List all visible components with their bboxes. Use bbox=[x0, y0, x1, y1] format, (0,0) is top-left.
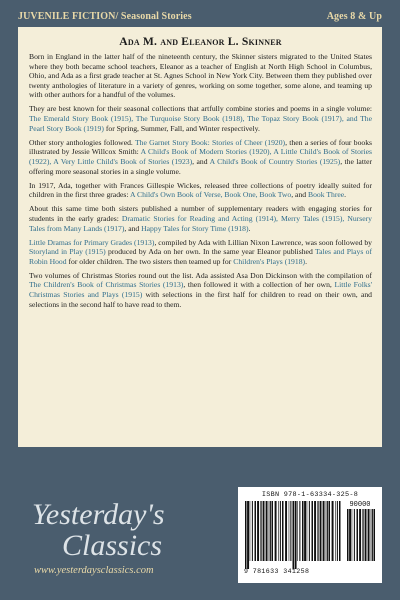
book-title: Happy Tales for Story Time bbox=[141, 223, 227, 233]
text: , compiled by Ada with Lillian Nixon Lawrence, was soon followed by bbox=[154, 237, 372, 247]
book-year: (1922), bbox=[29, 156, 54, 166]
text: They are best known for their seasonal collections that artfully combine stories and poems in a single volume: bbox=[29, 104, 372, 114]
paragraph-anthologies bbox=[29, 138, 372, 176]
paragraph-poetry bbox=[29, 181, 372, 200]
text: , and bbox=[291, 190, 308, 200]
back-cover-footer bbox=[0, 447, 400, 600]
paragraph-seasonal bbox=[29, 104, 372, 133]
book-year: (1919) bbox=[81, 123, 104, 133]
text: , then a series of four books illustrated by Jessie Willcox Smith: bbox=[29, 137, 373, 157]
age-range-label: Ages 8 & Up bbox=[326, 10, 382, 22]
book-year: (1917), and bbox=[318, 114, 361, 124]
book-year: (1918) bbox=[282, 256, 306, 266]
text: , and bbox=[192, 156, 210, 166]
publisher-logo bbox=[32, 499, 165, 561]
book-title: A Child's Book of Modern Stories bbox=[140, 147, 247, 157]
book-year: (1913) bbox=[132, 237, 155, 247]
logo-line-1: Yesterday's bbox=[32, 498, 165, 531]
book-year: (1918), bbox=[219, 114, 248, 124]
barcode-icon bbox=[244, 501, 344, 569]
book-year: (1914), bbox=[252, 213, 281, 223]
book-title: The Garnet Story Book: Stories of Cheer bbox=[134, 137, 263, 147]
book-title: Children's Plays bbox=[233, 256, 283, 266]
book-year: (1915) bbox=[118, 290, 143, 300]
book-title: Tales and Plays of Robin Hood bbox=[29, 247, 373, 266]
paragraph-christmas bbox=[29, 271, 372, 309]
logo-line-2: Classics bbox=[62, 529, 163, 562]
book-title: Storyland in Play bbox=[29, 247, 83, 257]
ean-number: 9 781633 341258 bbox=[244, 568, 310, 575]
price-addon-number: 90000 bbox=[349, 501, 371, 509]
publisher-url: www.yesterdaysclassics.com bbox=[34, 565, 154, 576]
category-label: JUVENILE FICTION/ Seasonal Stories bbox=[18, 10, 192, 22]
book-year: (1918) bbox=[226, 223, 249, 233]
text: , and bbox=[124, 223, 142, 233]
back-cover-header bbox=[18, 8, 382, 24]
text: Other story anthologies followed. bbox=[29, 137, 135, 147]
book-title: Dramatic Stories for Reading and Acting bbox=[121, 213, 253, 223]
text: , then followed it with a collection of her own, bbox=[183, 280, 335, 290]
book-title: The Children's Book of Christmas Stories bbox=[29, 280, 161, 290]
text: In 1917, Ada, together with Frances Gillespie Wickes, released three collections of poetry ideally suited for children in the first three grades: bbox=[29, 180, 372, 200]
book-title: A Child's Book of Country Stories bbox=[209, 156, 318, 166]
book-title: The Topaz Story Book bbox=[247, 114, 319, 124]
book-year: (1915), bbox=[108, 114, 136, 124]
text: . bbox=[305, 256, 307, 266]
book-year: (1923) bbox=[169, 156, 193, 166]
book-year: (1915), bbox=[318, 213, 348, 223]
text: with selections in the first half for children to read on their own, and selections in the second half to have read to them. bbox=[29, 290, 372, 309]
text: for Spring, Summer, Fall, and Winter respectively. bbox=[103, 123, 260, 133]
text: . bbox=[248, 223, 251, 233]
authors-heading: Ada M. and Eleanor L. Skinner bbox=[119, 35, 282, 48]
barcode-bars bbox=[244, 501, 376, 569]
book-title: A Very Little Child's Book of Stories bbox=[53, 156, 170, 166]
book-title: A Little Child's Book of Stories bbox=[273, 147, 372, 157]
description-panel bbox=[18, 27, 382, 447]
book-title: The Turquoise Story Book bbox=[135, 114, 220, 124]
text: , the latter offering more seasonal stories in a single volume. bbox=[29, 156, 373, 176]
text: for older children. The two sisters then teamed up for bbox=[66, 256, 234, 266]
text: About this same time both sisters published a number of supplementary readers with engaging stories for students in the early grades: bbox=[29, 204, 372, 223]
book-title: Little Dramas for Primary Grades bbox=[29, 237, 133, 247]
addon-barcode-icon bbox=[346, 509, 376, 569]
text: Two volumes of Christmas Stories round out the list. Ada assisted Asa Don Dickinson with the compilation of bbox=[29, 270, 372, 280]
paragraph-dramas bbox=[29, 238, 372, 267]
book-title: The Pearl Story Book bbox=[29, 114, 373, 133]
paragraph-readers bbox=[29, 204, 372, 233]
text: . bbox=[344, 190, 347, 200]
book-title: Nursery Tales from Many Lands bbox=[29, 213, 372, 233]
paragraph-biography: Born in England in the latter half of the nineteenth century, the Skinner sisters migrated to the United States where they both became school teachers, Eleanor as a teacher of English at North High School in Columbus, Ohio, and Ada as a first grade teacher at St. Agnes School in New York City. Between them they published over twenty anthologies of literature in a variety of genres, working on some together, some alone, and teaming up with other authors for a handful of the volumes. bbox=[29, 52, 372, 100]
book-title: Little Folks' Christmas Stories and Plays bbox=[29, 280, 373, 300]
book-year: (1915) bbox=[82, 247, 106, 257]
isbn-text: ISBN 978-1-63334-325-8 bbox=[261, 491, 359, 499]
book-title: A Child's Own Book of Verse, Book One, Book Two bbox=[130, 190, 292, 200]
book-title: Book Three bbox=[308, 190, 345, 200]
isbn-barcode bbox=[238, 487, 382, 583]
book-year: (1913) bbox=[160, 280, 184, 290]
book-year: (1920), bbox=[246, 147, 274, 157]
book-title: The Emerald Story Book bbox=[29, 114, 109, 124]
text: produced by Ada on her own. In the same year Eleanor published bbox=[105, 247, 315, 257]
book-year: (1925) bbox=[317, 156, 341, 166]
book-year: (1917) bbox=[102, 223, 125, 233]
book-year: (1920) bbox=[262, 137, 286, 147]
book-title: Merry Tales bbox=[280, 213, 319, 223]
